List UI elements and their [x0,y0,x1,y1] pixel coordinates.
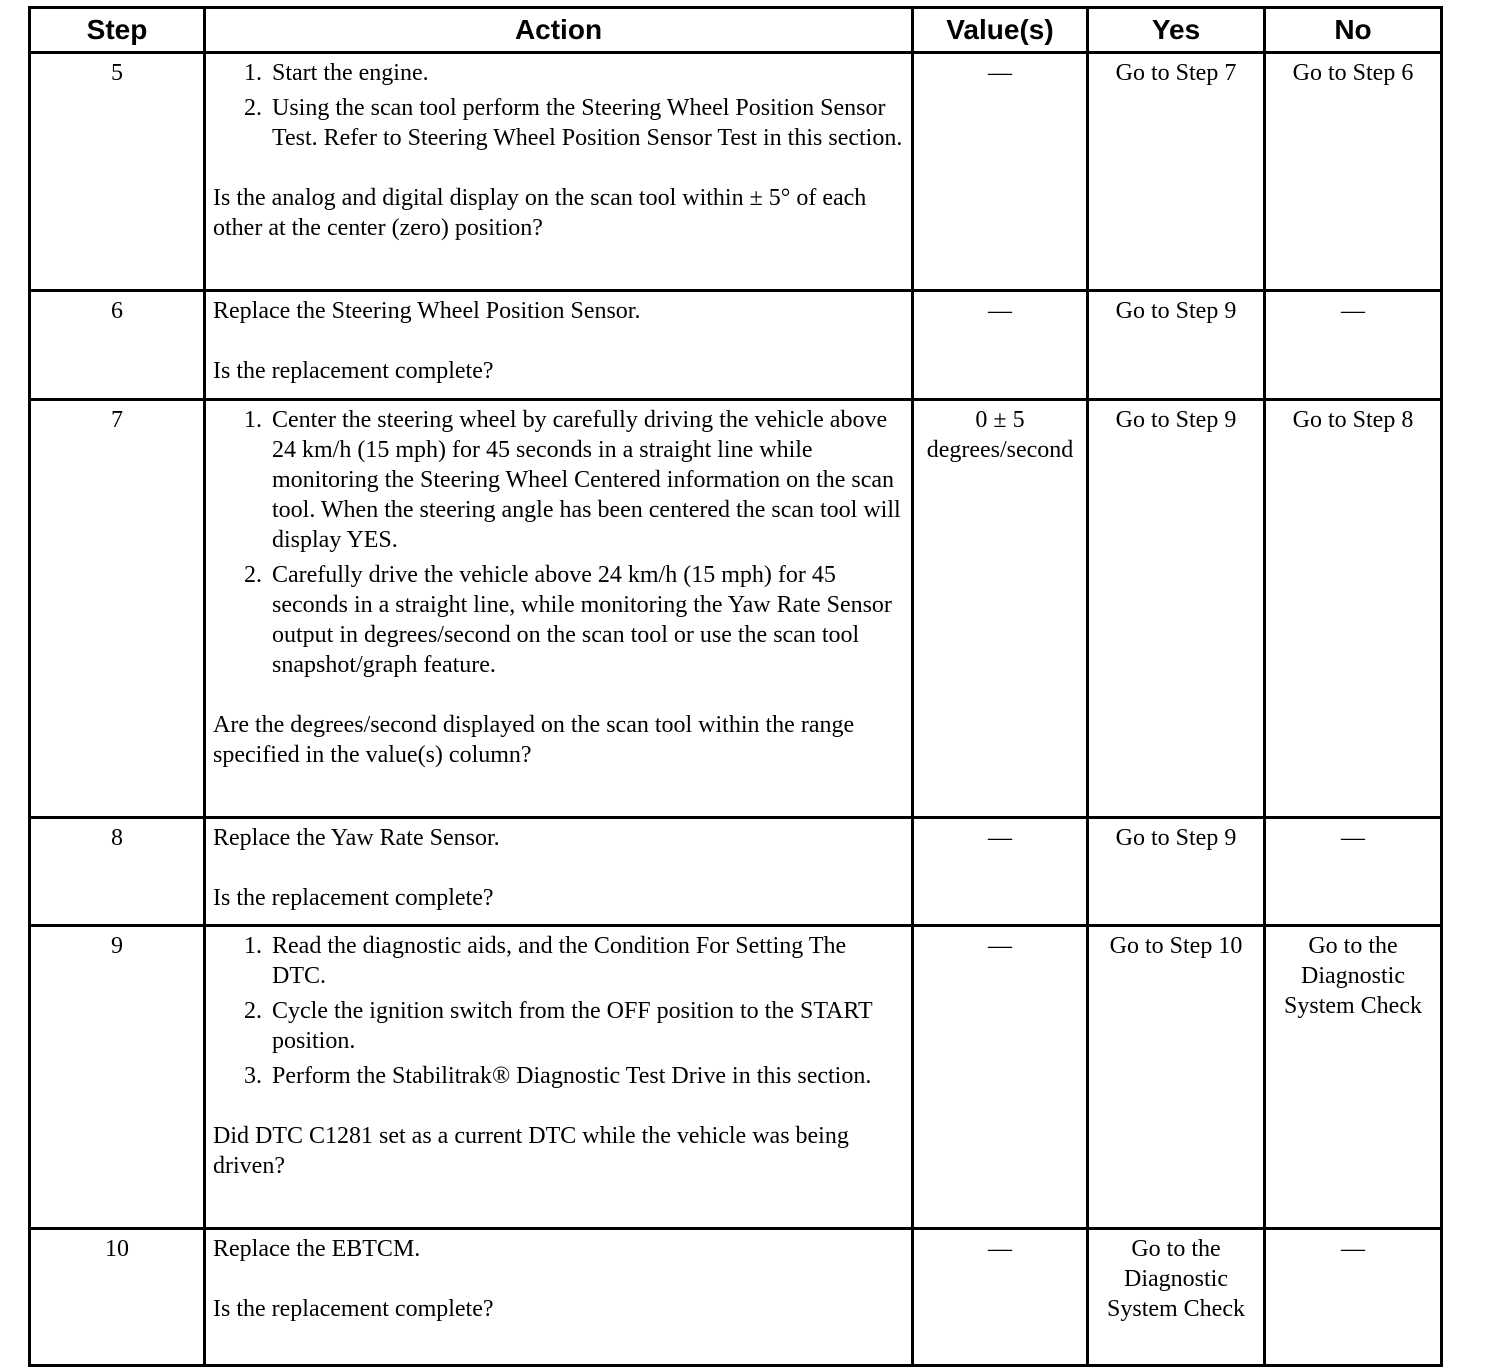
no-cell: Go to the Diagnostic System Check [1265,926,1442,1229]
value-cell: — [913,291,1088,400]
no-cell: Go to Step 6 [1265,53,1442,291]
yes-cell: Go to Step 9 [1088,291,1265,400]
action-item: 1. Read the diagnostic aids, and the Condition For Setting The DTC. [268,931,903,991]
action-cell [205,1229,913,1366]
action-question: Is the replacement complete? [213,1296,494,1322]
table-row [30,818,1442,926]
diagnostic-table [28,6,1443,1367]
table-row [30,400,1442,818]
action-list [213,931,903,1091]
action-question: Is the replacement complete? [213,885,494,911]
header-action: Action [205,8,913,53]
action-intro: Replace the EBTCM. [213,1236,421,1262]
action-item: 2. Cycle the ignition switch from the OFF position to the START position. [268,996,903,1056]
action-item: 1. Center the steering wheel by carefully driving the vehicle above 24 km/h (15 mph) for 45 seconds in a straight line while monitoring the Steering Wheel Centered information on the scan tool. When the steering angle has been centered the scan tool will display YES. [268,405,903,555]
step-number: 9 [30,926,205,1229]
yes-cell: Go to Step 7 [1088,53,1265,291]
action-intro: Replace the Yaw Rate Sensor. [213,825,500,851]
action-question: Is the replacement complete? [213,358,494,384]
action-cell [205,926,913,1229]
step-number: 10 [30,1229,205,1366]
step-number: 5 [30,53,205,291]
table-row [30,291,1442,400]
no-cell: Go to Step 8 [1265,400,1442,818]
action-cell [205,400,913,818]
action-cell [205,291,913,400]
action-intro: Replace the Steering Wheel Position Sensor. [213,298,641,324]
action-cell [205,818,913,926]
no-cell: — [1265,1229,1442,1366]
value-cell: — [913,1229,1088,1366]
action-item: 2. Using the scan tool perform the Steering Wheel Position Sensor Test. Refer to Steering Wheel Position Sensor Test in this section. [268,93,903,153]
no-cell: — [1265,291,1442,400]
action-list [213,58,903,153]
value-cell: — [913,926,1088,1229]
step-number: 8 [30,818,205,926]
action-item: 3. Perform the Stabilitrak® Diagnostic Test Drive in this section. [268,1061,903,1091]
header-step: Step [30,8,205,53]
yes-cell: Go to Step 9 [1088,400,1265,818]
action-item: 2. Carefully drive the vehicle above 24 km/h (15 mph) for 45 seconds in a straight line, while monitoring the Yaw Rate Sensor output in degrees/second on the scan tool or use the scan tool snapshot/graph feature. [268,560,903,680]
action-question: Is the analog and digital display on the scan tool within ± 5° of each other at the center (zero) position? [213,185,867,241]
step-number: 7 [30,400,205,818]
action-item: 1. Start the engine. [268,58,903,88]
action-question: Are the degrees/second displayed on the scan tool within the range specified in the value(s) column? [213,712,855,768]
action-cell [205,53,913,291]
value-cell: — [913,53,1088,291]
header-values: Value(s) [913,8,1088,53]
step-number: 6 [30,291,205,400]
value-cell: — [913,818,1088,926]
value-cell: 0 ± 5 degrees/second [913,400,1088,818]
header-no: No [1265,8,1442,53]
action-list [213,405,903,680]
no-cell: — [1265,818,1442,926]
header-yes: Yes [1088,8,1265,53]
table-row [30,1229,1442,1366]
table-row [30,926,1442,1229]
yes-cell: Go to Step 10 [1088,926,1265,1229]
yes-cell: Go to the Diagnostic System Check [1088,1229,1265,1366]
header-row [30,8,1442,53]
table-row [30,53,1442,291]
yes-cell: Go to Step 9 [1088,818,1265,926]
action-question: Did DTC C1281 set as a current DTC while the vehicle was being driven? [213,1123,849,1179]
